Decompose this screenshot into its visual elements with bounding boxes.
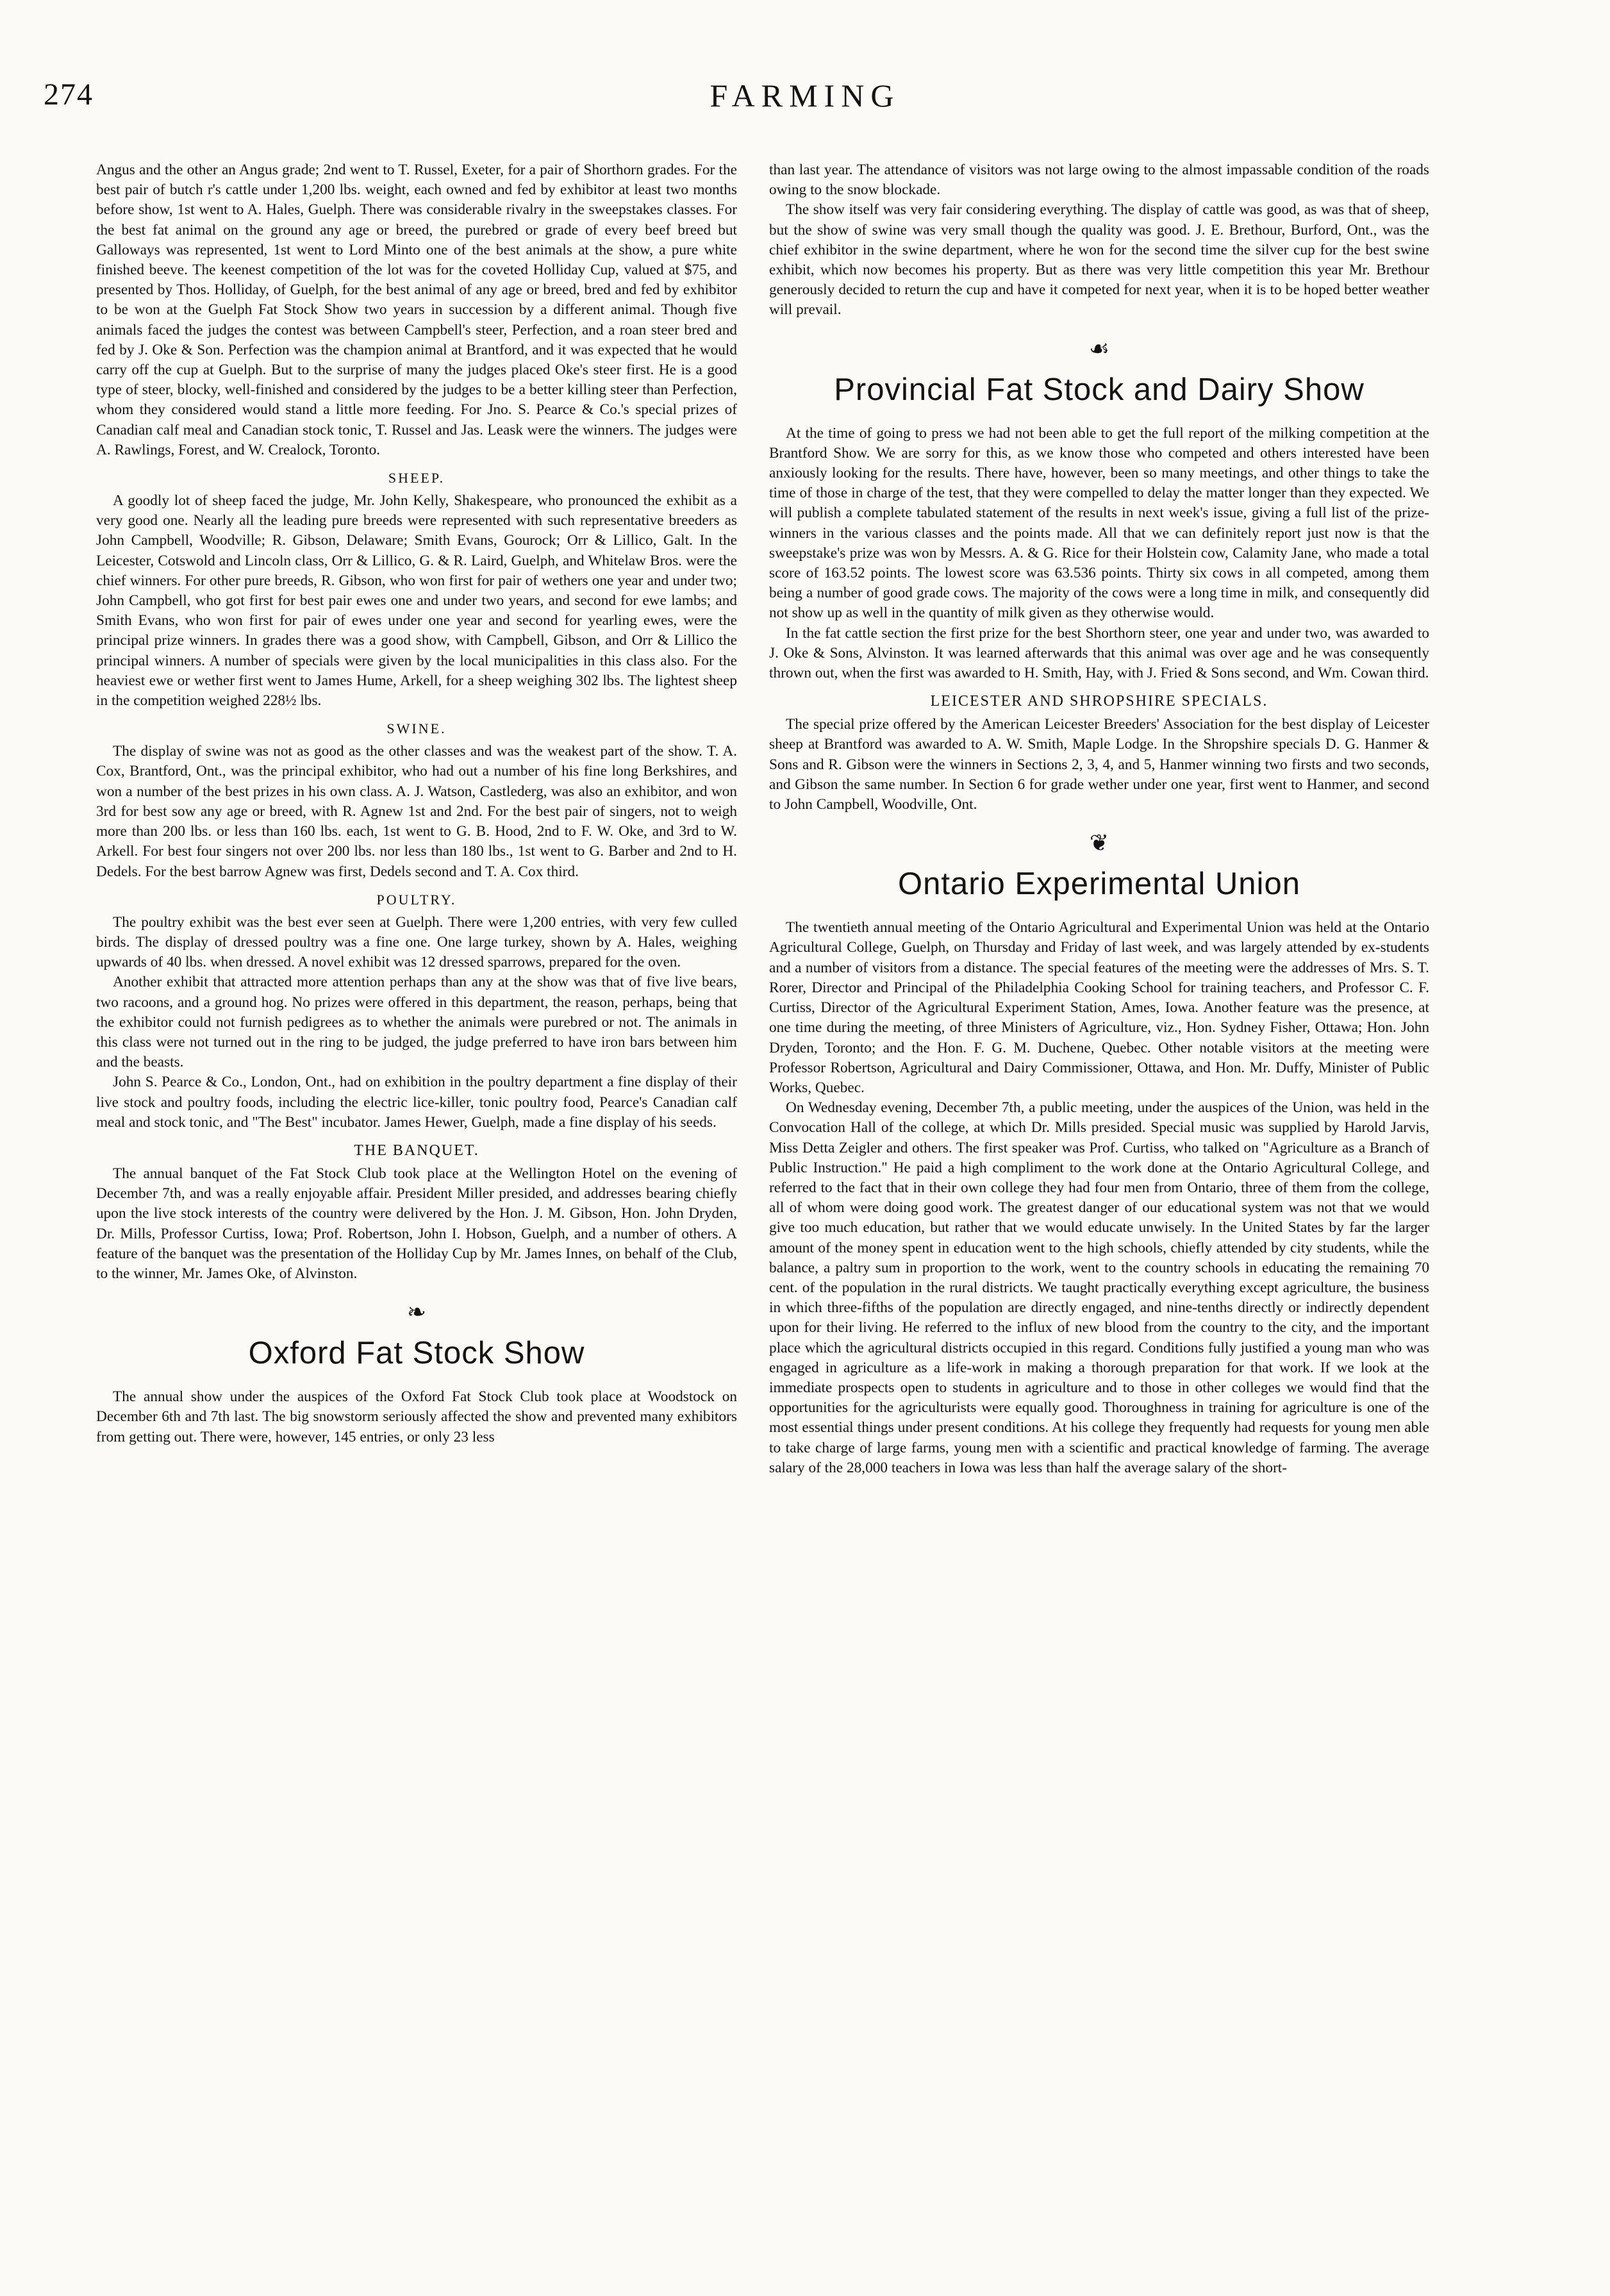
left-column [96,160,737,2270]
ornament-icon: ☙ [1088,335,1110,362]
paragraph: Angus and the other an Angus grade; 2nd went to T. Russel, Exeter, for a pair of Shorthorn grades. For the best pair of butch r's cattle under 1,200 lbs. weight, each owned and fed by exhibitor at least two months before show, 1st went to A. Hales, Guelph. There was considerable rivalry in the sweepstakes classes. For the best fat animal on the ground any age or breed, the purebred or grade of every beef breed but Galloways was represented, 1st went to Lord Minto one of the best animals at the show, a pure white finished beeve. The keenest competition of the lot was for the coveted Holliday Cup, valued at $75, and presented by Thos. Holliday, of Guelph, for the best animal of any age or breed, bred and fed by exhibitor to be won at the Guelph Fat Stock Show two years in succession by a different animal. Though five animals faced the judges the contest was between Campbell's steer, Perfection, and a roan steer bred and fed by J. Oke & Son. Perfection was the champion animal at Brantford, and it was expected that he would carry off the cup at Guelph. But to the surprise of many the judges placed Oke's steer first. He is a good type of steer, blocky, well-finished and considered by the judges to be a better killing steer than Perfection, whom they considered would stand a little more feeding. For Jno. S. Pearce & Co.'s special prizes of Canadian calf meal and Canadian stock tonic, T. Russel and Jas. Leask were the winners. The judges were A. Rawlings, Forest, and W. Crealock, Toronto. [96,162,737,458]
section-heading-poultry: POULTRY. [376,891,457,908]
paragraph: The special prize offered by the American Leicester Breeders' Association for the best display of Leicester sheep at Brantford was awarded to A. W. Smith, Maple Lodge. In the Shropshire specials D. G. Hanmer & Sons and R. Gibson were the winners in Sections 2, 3, 4, and 5, Hanmer winning two firsts and two seconds, and Gibson the same number. In Section 6 for grade wether under one year, first went to Hanmer, and second to John Campbell, Woodville, Ont. [769,716,1429,813]
paragraph: The annual show under the auspices of the Oxford Fat Stock Club took place at Woodstock on December 6th and 7th last. The big snowstorm seriously affected the show and prevented many exhibitors from getting out. There were, however, 145 entries, or only 23 less [96,1388,737,1445]
paragraph: The display of swine was not as good as the other classes and was the weakest part of the show. T. A. Cox, Brantford, Ont., was the principal exhibitor, who had out a number of his fine long Berkshires, and won a number of the best prizes in his own class. A. J. Watson, Castlederg, was also an exhibitor, and won 3rd for best sow any age or breed, with R. Agnew 1st and 2nd. For the best pair of singers, not to weigh more than 200 lbs. or less than 160 lbs. each, 1st went to G. B. Hood, 2nd to F. W. Oke, and 3rd to W. Arkell. For best four singers not over 200 lbs. nor less than 180 lbs., 1st went to G. Barber and 2nd to H. Dedels. For the best barrow Agnew was first, Dedels second and T. A. Cox third. [96,743,737,880]
running-title: FARMING [710,78,900,113]
paragraph: than last year. The attendance of visitors was not large owing to the almost impassable condition of the roads owing to the snow blockade. [769,162,1429,199]
ornament-icon: ❧ [406,1299,427,1326]
article-title-ontario: Ontario Experimental Union [898,867,1300,902]
paragraph: The poultry exhibit was the best ever seen at Guelph. There were 1,200 entries, with very few culled birds. The display of dressed poultry was a fine one. One large turkey, shown by A. Hales, weighing upwards of 40 lbs. when dressed. A novel exhibit was 12 dressed sparrows, prepared for the oven. [96,913,737,971]
paragraph: Another exhibit that attracted more attention perhaps than any at the show was that of five live bears, two racoons, and a ground hog. No prizes were offered in this department, the reason, perhaps, being that the exhibitor could not furnish pedigrees as to whether the animals were purebred or not. The animals in this class were not turned out in the ring to be judged, the judge preferred to have iron bars between him and the beasts. [96,974,737,1071]
page-number: 274 [44,78,94,112]
paragraph: John S. Pearce & Co., London, Ont., had on exhibition in the poultry department a fine display of their live stock and poultry foods, including the electric lice-killer, tonic poultry food, Pearce's Canadian calf meal and stock tonic, and "The Best" incubator. James Hewer, Guelph, made a fine display of his seeds. [96,1074,737,1131]
right-column [769,160,1429,2270]
section-heading-swine: SWINE. [386,720,447,737]
section-heading-leicester: LEICESTER AND SHROPSHIRE SPECIALS. [930,693,1268,710]
paragraph: On Wednesday evening, December 7th, a public meeting, under the auspices of the Union, was held in the Convocation Hall of the college, at which Dr. Mills presided. Special music was supplied by Harold Jarvis, Miss Detta Zeigler and others. The first speaker was Prof. Curtiss, who talked on "Agriculture as a Branch of Public Instruction." He paid a high compliment to the work done at the Ontario Agricultural College, and referred to the fact that in their own college they had four men from Ontario, three of them from the college, all of whom were doing good work. The greatest danger of our educational system was not that we would give too much education, but rather that we would educate unwisely. In the United States by far the larger amount of the money spent in education went to the high schools, chiefly attended by city students, while the balance, a paltry sum in proportion to the work, went to the country schools in educating the remaining 70 cent. of the population in the rural districts. We taught practically everything except agriculture, the business in which three-fifths of the population are directly engaged, and nine-tenths directly or indirectly dependent upon for their living. He referred to the influx of new blood from the country to the city, and the important place which the agricultural districts occupied in this regard. Conditions fully justified a young man who was engaged in agriculture as a life-work in making a thorough preparation for that work. If we look at the immediate prospects open to students in agriculture and to those in other colleges we would find that the opportunities for the agriculturists were equally good. Thoroughness in training for agriculture is one of the most essential things under present conditions. At his college they frequently had requests for young men able to take charge of large farms, young men with a scientific and practical knowledge of farming. The average salary of the 28,000 teachers in Iowa was less than half the average salary of the short- [769,1099,1429,1476]
section-heading-banquet: THE BANQUET. [354,1142,479,1159]
ornament-icon: ❦ [1089,830,1109,856]
paragraph: At the time of going to press we had not been able to get the full report of the milking competition at the Brantford Show. We are sorry for this, as we know those who competed and others interested have been anxiously looking for the results. There have, however, been so many meetings, and other things to take the time of those in charge of the test, that they were compelled to delay the matter longer than they expected. We will publish a complete tabulated statement of the results in next week's issue, giving a full list of the prize-winners in the various classes and the points made. All that we can definitely report just now is that the sweepstake's prize was won by Messrs. A. & G. Rice for their Holstein cow, Calamity Jane, who made a total score of 163.52 points. The lowest score was 63.536 points. Thirty six cows in all competed, among them being a number of good grade cows. The majority of the cows were a long time in milk, and consequently did not show up as well in the quantity of milk given as they otherwise would. [769,424,1429,622]
paragraph: In the fat cattle section the first prize for the best Shorthorn steer, one year and under two, was awarded to J. Oke & Sons, Alvinston. It was learned afterwards that this animal was over age and he was consequently thrown out, when the first was awarded to H. Smith, Hay, with J. Fried & Sons second, and Wm. Cowan third. [769,624,1429,682]
paragraph: The twentieth annual meeting of the Ontario Agricultural and Experimental Union was held at the Ontario Agricultural College, Guelph, on Thursday and Friday of last week, and was largely attended by ex-students and a number of visitors from a distance. The special features of the meeting were the addresses of Mrs. S. T. Rorer, Director and Principal of the Philadelphia Cooking School for training teachers, and Professor C. F. Curtiss, Director of the Agricultural Experiment Station, Ames, Iowa. Another feature was the presence, at one time during the meeting, of three Ministers of Agriculture, viz., Hon. Sydney Fisher, Ottawa; Hon. John Dryden, Toronto; and the Hon. F. G. M. Duchene, Quebec. Other notable visitors at the meeting were Professor Robertson, Agricultural and Dairy Commissioner, Ottawa, and Hon. Mr. Duffy, Minister of Public Works, Quebec. [769,919,1429,1096]
paragraph: A goodly lot of sheep faced the judge, Mr. John Kelly, Shakespeare, who pronounced the exhibit as a very good one. Nearly all the leading pure breeds were represented with such representative breeders as John Campbell, Woodville; R. Gibson, Delaware; Smith Evans, Gourock; Orr & Lillico, Galt. In the Leicester, Cotswold and Lincoln class, Orr & Lillico, G. & R. Laird, Guelph, and Whitelaw Bros. were the chief winners. For other pure breeds, R. Gibson, who won first for pair of wethers one year and under two; John Campbell, who got first for best pair ewes one and under two years, and second for ewe lambs; and Smith Evans, who won first for pair of ewes under one year and second for yearling ewes, were the principal prize winners. In grades there was a good show, with Campbell, Gibson, and Orr & Lillico the principal winners. A number of specials were given by the local municipalities in this class also. For the heaviest ewe or wether first went to James Hume, Arkell, for a sheep weighing 302 lbs. The lightest sheep in the competition weighed 228½ lbs. [96,492,737,710]
article-title-provincial: Provincial Fat Stock and Dairy Show [834,372,1365,407]
paragraph: The annual banquet of the Fat Stock Club took place at the Wellington Hotel on the evening of December 7th, and was a really enjoyable affair. President Miller presided, and addresses bearing chiefly upon the live stock interests of the country were delivered by the Hon. J. M. Gibson, Hon. John Dryden, Dr. Mills, Professor Curtiss, Iowa; Prof. Robertson, John I. Hobson, Guelph, and a number of others. A feature of the banquet was the presentation of the Holliday Cup by Mr. James Innes, on behalf of the Club, to the winner, Mr. James Oke, of Alvinston. [96,1165,737,1282]
section-heading-sheep: SHEEP. [388,470,445,487]
article-title-oxford: Oxford Fat Stock Show [248,1336,585,1371]
paragraph: The show itself was very fair considering everything. The display of cattle was good, as was that of sheep, but the show of swine was very small though the quality was good. J. E. Brethour, Burford, Ont., was the chief exhibitor in the swine department, where he won for the second time the silver cup for the best swine exhibit, which now becomes his property. But as there was very little competition this year Mr. Brethour generously decided to return the cup and have it competed for next year, when it is to be hoped better weather will prevail. [769,201,1429,319]
page-header [0,77,1610,135]
